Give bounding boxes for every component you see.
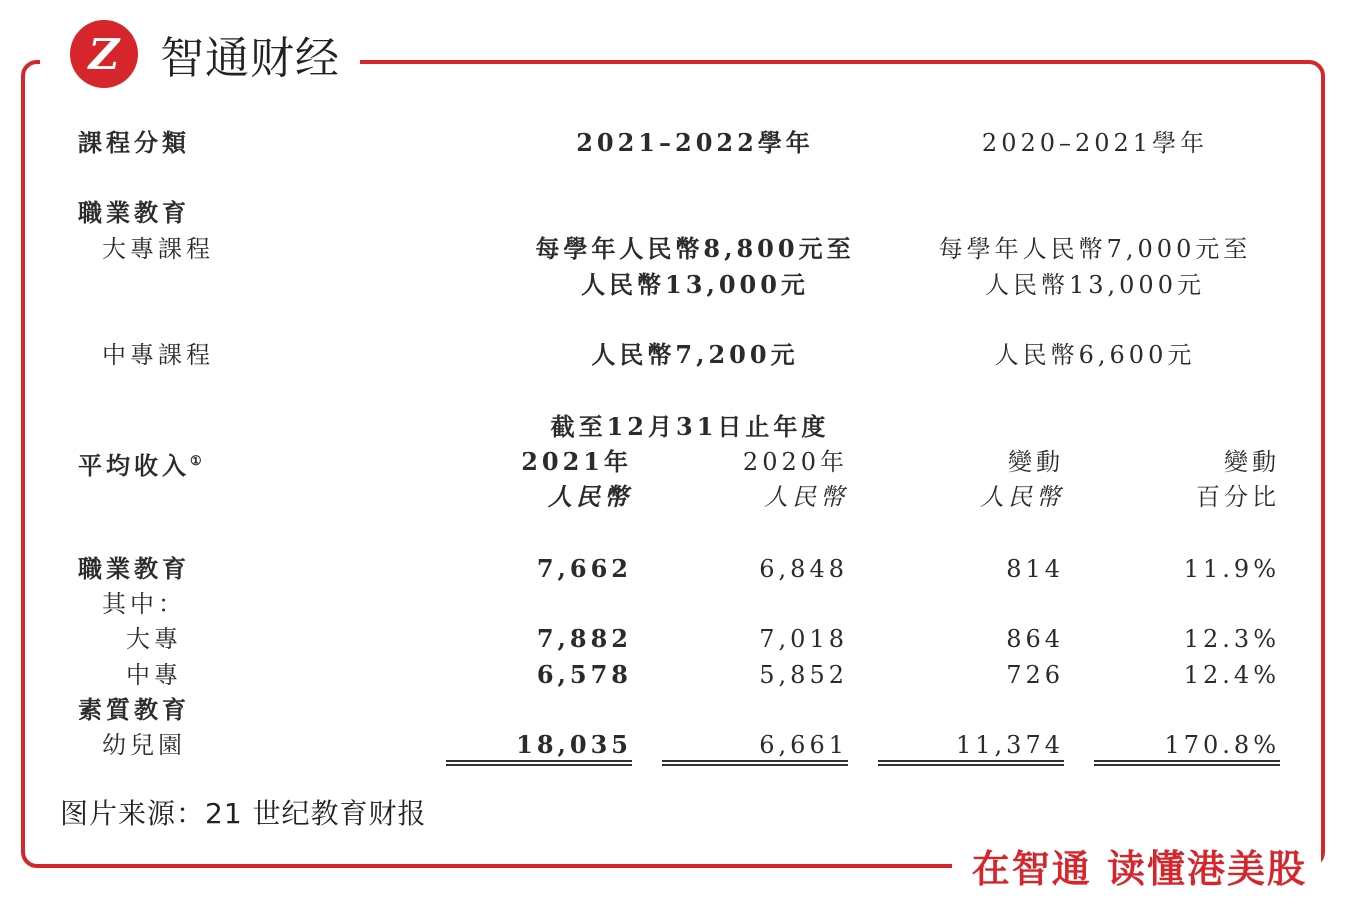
college-current-line1: 每學年人民幣8,800元至 <box>535 234 855 263</box>
college-prior-line2: 人民幣13,000元 <box>985 271 1205 299</box>
header-year-current: 2021–2022學年 <box>576 128 814 157</box>
row-change: 864 <box>1006 625 1064 653</box>
row-change-pct: 11.9% <box>1183 555 1280 583</box>
avg-revenue-label <box>78 447 202 481</box>
total-underline-change <box>878 760 1064 766</box>
row-change: 726 <box>1006 661 1064 689</box>
row-value-2020: 6,661 <box>759 731 848 759</box>
total-underline-2020 <box>662 760 848 766</box>
college-current-line2: 人民幣13,000元 <box>581 270 809 299</box>
brand-slogan: 在智通 读懂港美股 <box>952 842 1321 896</box>
row-label: 大專 <box>126 625 182 653</box>
col-2020-unit: 人民幣 <box>764 483 848 511</box>
row-change-pct: 12.3% <box>1183 625 1280 653</box>
avg-revenue-text: 平均收入 <box>78 451 190 480</box>
secondary-prior: 人民幣6,600元 <box>994 341 1196 369</box>
total-underline-pct <box>1094 760 1280 766</box>
brand-logo-icon: Z <box>70 20 138 88</box>
period-header: 截至12月31日止年度 <box>550 412 830 441</box>
row-value-2020: 7,018 <box>759 625 848 653</box>
college-label: 大專課程 <box>102 235 214 263</box>
col-change: 變動 <box>1008 448 1064 476</box>
brand-logo <box>40 8 360 100</box>
secondary-current: 人民幣7,200元 <box>591 340 799 369</box>
col-change-unit: 人民幣 <box>980 483 1064 511</box>
row-label: 職業教育 <box>78 554 190 583</box>
header-category: 課程分類 <box>78 128 190 157</box>
row-label: 素質教育 <box>78 695 190 724</box>
col-2021: 2021年 <box>521 447 632 476</box>
row-label: 中專 <box>126 661 182 689</box>
college-prior-line1: 每學年人民幣7,000元至 <box>938 235 1252 263</box>
header-year-prior: 2020–2021學年 <box>981 129 1209 157</box>
row-value-2020: 5,852 <box>759 661 848 689</box>
row-value-2021: 7,662 <box>536 554 632 583</box>
row-change-pct: 170.8% <box>1164 731 1280 759</box>
image-source: 图片来源：21 世纪教育财报 <box>60 797 427 830</box>
row-value-2021: 6,578 <box>536 660 632 689</box>
row-change-pct: 12.4% <box>1183 661 1280 689</box>
row-value-2021: 7,882 <box>536 624 632 653</box>
row-change: 11,374 <box>956 731 1064 759</box>
secondary-label: 中專課程 <box>102 341 214 369</box>
footnote-mark: ① <box>190 454 202 469</box>
row-change: 814 <box>1006 555 1064 583</box>
col-change-pct: 變動 <box>1224 448 1280 476</box>
row-value-2021: 18,035 <box>516 730 632 759</box>
col-2020: 2020年 <box>742 448 848 476</box>
col-change-pct-unit: 百分比 <box>1196 483 1280 511</box>
brand-name: 智通财经 <box>160 33 340 84</box>
row-label: 幼兒園 <box>102 731 186 759</box>
col-2021-unit: 人民幣 <box>548 482 632 511</box>
row-value-2020: 6,848 <box>759 555 848 583</box>
section-vocational: 職業教育 <box>78 198 190 227</box>
row-label: 其中： <box>102 590 186 618</box>
total-underline-2021 <box>446 760 632 766</box>
